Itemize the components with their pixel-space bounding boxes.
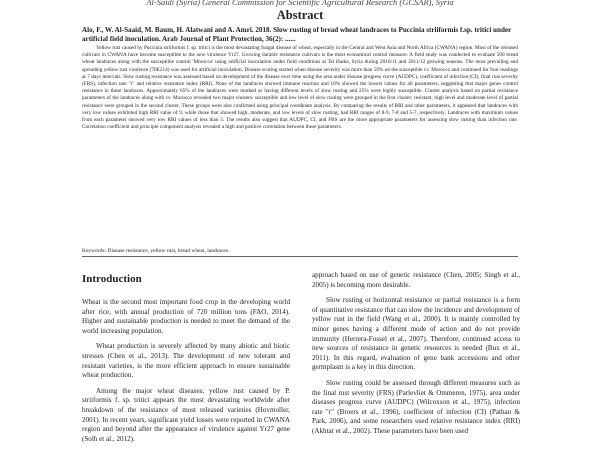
abstract-title: Abstract	[276, 8, 324, 22]
abstract-citation: Alo, F., W. Al-Saaid, M. Baum, H. Alatwani and A. Amri. 2018. Slow rusting of bread wheat landraces to Puccinia striiformis f.sp. tritici under artificial field inoculation. Arab Journal of Plant Protection, 36(2): ......	[82, 26, 512, 43]
abstract-keywords: Keywords: Disease resistance, yellow rust, bread wheat, landraces.	[82, 248, 230, 254]
intro-paragraph-5: Slow rusting or horizontal resistance or partial resistance is a form of quantitative resistance that can slow the incidence and development of yellow rust in the field (Wang et al., 2000). It is mainly controlled by minor genes having a different mode of action and do not provide immunity (Herrera-Fossel et al., 2007). Therefore, continued access to new sources of resistance in genetic resources is needed (Bux et al., 2011). In this regard, evaluation of gene bank accessions and other germplasm is a key in this direction.	[312, 296, 520, 372]
abstract-body	[82, 45, 518, 131]
intro-paragraph-2: Wheat production is severely affected by many abiotic and biotic stresses (Chen et al., 2013). The development of new tolerant and resistant varieties, is the more efficient approach to ensure sustainable wheat production.	[82, 342, 290, 380]
journal-header-line: Al-Saidi (Syria) General Commission for Scientific Agricultural Research (GCSAR), Syria	[146, 0, 454, 7]
intro-paragraph-3: Among the major wheat diseases, yellow rust caused by P. striiformis f. sp. tritici appears the most devastating worldwide after breakdown of the resistance of most released varieties (Hovmoller, 2001). In recent years, significant yield losses were reported in CWANA region and beyond after the appearance of virulence against Yr27 gene (Solh et al., 2012).	[82, 386, 290, 443]
abstract-paragraph: Yellow rust caused by Puccinia striiformis f. sp. tritici is the most devastating fungal disease of wheat, especially in the Central and West Asia and North Africa (CWANA) region. Most of the released cultivars in CWANA have become susceptible to the new virulence Yr27. Growing durable resistance cultivars is the most economical control measure. A field study was conducted to evaluate 500 bread wheat landraces along with the susceptible control 'Morocco' using artificial inoculation under field conditions at Tel Hadia, Syria during 2010/11 and 2011/12 growing seasons. The most prevailing and spreading yellow rust virulence (70E214) was used for artificial inoculation. Disease scoring started when disease severity was more than 50% on the susceptible cv. Morocco and continued for four readings at 7 days intervals. Slow rusting resistance was assessed based on development of the disease over time using the area under disease progress curve (AUDPC), coefficient of infection (CI), final rust severity (FRS), infection rate "r" and relative resistance index (RRI). None of the landraces showed immune reaction and 10% showed the lowest values for all parameters, suggesting that major genes control resistance in these landraces. Approximately 65% of the landraces were marked as having different levels of slow rusting and 25% were highly susceptible. Cluster analysis based on partial resistance parameters of the landraces along with cv. Morocco revealed two major clusters: susceptible and low level of slow rusting were grouped in the first cluster; resistant, high level and moderate level of partial resistance were grouped in the second cluster. These groups were also confirmed using principal coordinate analysis. By comparing the results of RRI and other parameters, it appeared that landraces with very low values exhibited high RRI value of 9, while those that showed high, moderate, and low levels of slow rusting, had RRI ranges of 8-9, 7-8 and 5-7, respectively. Landraces with maximum values from each parameter showed very low RRI values of less than 5. The results also suggest that AUDPC, CI, and FRS are the more appropriate parameters for assessing slow rusting than infection rate. Correlation coefficient and principle component analysis revealed a high and positive correlation between these parameters.	[82, 45, 518, 131]
introduction-heading: Introduction	[82, 273, 142, 285]
intro-paragraph-1: Wheat is the second most important food crop in the developing world after rice, with annual production of 720 million tons (FAO, 2014). Higher and sustainable production is needed to meet the demand of the world increasing population.	[82, 298, 290, 335]
section-divider	[82, 256, 518, 257]
intro-paragraph-6: Slow rusting could be assessed through different measures such as the final rust severity (FRS) (Parlevliet & Ommeren, 1975), area under diseases progress curve (AUDPC) (Wilcoxson et al., 1975), infection rate "r" (Broers et al., 1996), coefficient of infection (CI) (Pathan & Park, 2006), and some researchers used relative resistance index (RRI) (Akhtar et al., 2002). These parameters have been used	[312, 378, 520, 435]
intro-paragraph-4: approach based on use of genetic resistance (Chen, 2005; Singh et al., 2005) is becoming more desirable.	[312, 271, 520, 289]
introduction-right-column	[312, 271, 520, 443]
introduction-left-column	[82, 298, 290, 450]
